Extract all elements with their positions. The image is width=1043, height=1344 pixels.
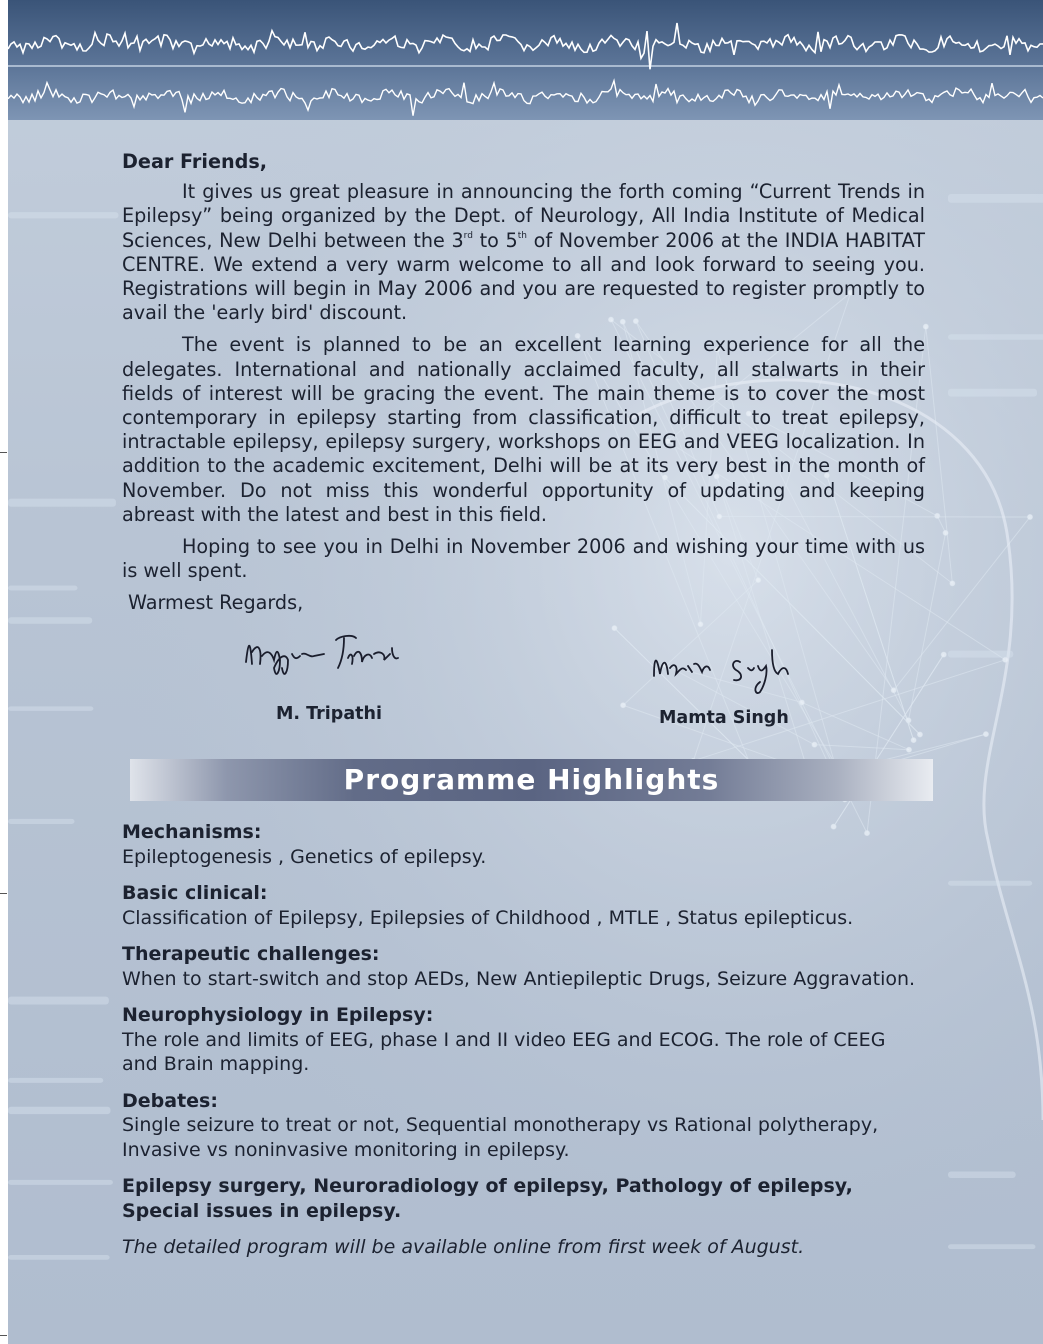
programme-additional-topics: Epilepsy surgery, Neuroradiology of epilepsy, Pathology of epilepsy, Special issues in epilepsy. xyxy=(122,1175,853,1222)
programme-highlights-title: Programme Highlights xyxy=(343,763,720,796)
programme-item-description: The role and limits of EEG, phase I and II video EEG and ECOG. The role of CEEG and Brain mapping. xyxy=(122,1028,886,1075)
programme-item-description: Single seizure to treat or not, Sequential monotherapy vs Rational polytherapy, Invasive vs noninvasive monitoring in epilepsy. xyxy=(122,1114,879,1161)
programme-item xyxy=(122,820,925,869)
programme-item-heading: Mechanisms: xyxy=(122,821,262,843)
letter-greeting: Dear Friends, xyxy=(122,150,268,173)
signature-tripathi xyxy=(240,624,410,684)
crop-margin xyxy=(0,0,8,1344)
programme-item xyxy=(122,942,925,991)
programme-item xyxy=(122,1089,925,1163)
letter-paragraph-1 xyxy=(122,180,925,325)
programme-item-description: Epileptogenesis , Genetics of epilepsy. xyxy=(122,845,487,868)
paragraph-text: It gives us great pleasure in announcing the forth coming “Current Trends in Epilepsy” being organized by the Dept. of Neurology, All India Institute of Medical Sciences, New Delhi between the 3 xyxy=(122,180,925,252)
ordinal-suffix: th xyxy=(517,230,527,241)
programme-availability-note: The detailed program will be available online from first week of August. xyxy=(122,1236,805,1258)
signature-mamta-singh xyxy=(648,636,808,696)
letter-closing: Warmest Regards, xyxy=(128,591,304,615)
programme-item-heading: Debates: xyxy=(122,1089,218,1112)
letter-paragraph-3: Hoping to see you in Delhi in November 2006 and wishing your time with us is well spent. xyxy=(122,535,925,583)
signatures xyxy=(122,616,925,746)
eeg-banner xyxy=(8,0,1043,120)
programme-highlights-list xyxy=(122,820,925,1260)
crop-mark xyxy=(0,1335,7,1336)
crop-mark xyxy=(0,893,7,894)
eeg-waveform-graphic xyxy=(8,0,1043,120)
programme-item-heading: Therapeutic challenges: xyxy=(122,943,380,965)
programme-item xyxy=(122,1003,925,1077)
paragraph-text: of November 2006 at the INDIA HABITAT CENTRE. We extend a very warm welcome to all and look forward to seeing you. Registrations will begin in May 2006 and you are requested to register promptly to avail the 'early bird' discount. xyxy=(122,228,925,325)
letter-paragraph-2: The event is planned to be an excellent learning experience for all the delegates. International and nationally acclaimed faculty, all stalwarts in their fields of interest will be gracing the event. The main theme is to cover the most contemporary in epilepsy starting from classification, difficult to treat epilepsy, intractable epilepsy, epilepsy surgery, workshops on EEG and VEEG localization. In addition to the academic excitement, Delhi will be at its very best in the month of November. Do not miss this wonderful opportunity of updating and keeping abreast with the latest and best in this field. xyxy=(122,333,925,526)
programme-item-description: Classification of Epilepsy, Epilepsies of Childhood , MTLE , Status epilepticus. xyxy=(122,906,854,929)
programme-item-heading: Neurophysiology in Epilepsy: xyxy=(122,1004,434,1026)
signatory-name-1: M. Tripathi xyxy=(276,703,382,724)
signatory-name-2: Mamta Singh xyxy=(659,707,789,728)
crop-mark xyxy=(0,452,7,453)
paragraph-text: to 5 xyxy=(472,228,518,252)
ordinal-suffix: rd xyxy=(463,230,473,241)
programme-item-heading: Basic clinical: xyxy=(122,882,268,904)
programme-item-description: When to start-switch and stop AEDs, New Antiepileptic Drugs, Seizure Aggravation. xyxy=(122,967,916,990)
programme-item xyxy=(122,881,925,930)
programme-highlights-bar xyxy=(130,759,933,801)
letter-body xyxy=(122,150,925,746)
